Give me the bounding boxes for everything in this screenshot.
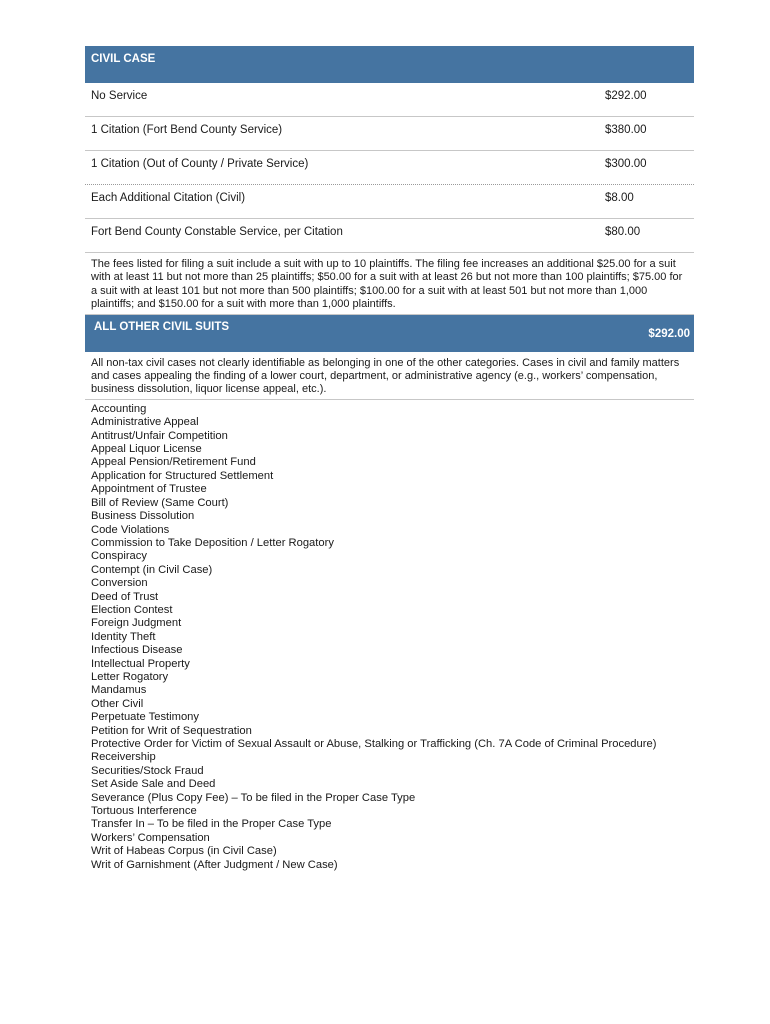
case-type-item: Conversion xyxy=(91,577,148,590)
case-type-list xyxy=(85,400,694,872)
case-type-item: Conspiracy xyxy=(91,550,147,563)
case-type-item: Administrative Appeal xyxy=(91,416,199,429)
case-type-item: Appointment of Trustee xyxy=(91,483,207,496)
case-type-item: Appeal Liquor License xyxy=(91,443,202,456)
other-civil-amount: $292.00 xyxy=(648,327,690,340)
fee-amount: $80.00 xyxy=(605,226,641,238)
case-type-item: Receivership xyxy=(91,751,156,764)
case-type-item: Intellectual Property xyxy=(91,657,190,670)
case-type-item: Securities/Stock Fraud xyxy=(91,764,204,777)
case-type-item: Bill of Review (Same Court) xyxy=(91,496,229,509)
case-type-item: Transfer In – To be filed in the Proper Case Type xyxy=(91,818,332,831)
other-civil-description: All non-tax civil cases not clearly identifiable as belonging in one of the other categories. Cases in civil and family matters and cases appealing the finding of a lower court, department, or administrative agency (e.g., workers’ compensation, business dissolution, liquor license appeal, etc.). xyxy=(85,352,694,400)
case-type-item: Application for Structured Settlement xyxy=(91,469,274,482)
case-type-item: Identity Theft xyxy=(91,630,156,643)
case-type-item: Perpetuate Testimony xyxy=(91,711,200,724)
case-type-item: Election Contest xyxy=(91,603,173,616)
case-type-item: Petition for Writ of Sequestration xyxy=(91,724,252,737)
fee-amount: $380.00 xyxy=(605,124,647,136)
fee-label: 1 Citation (Fort Bend County Service) xyxy=(91,124,283,136)
fee-label: 1 Citation (Out of County / Private Service) xyxy=(91,158,309,170)
case-type-item: Severance (Plus Copy Fee) – To be filed in the Proper Case Type xyxy=(91,791,416,804)
case-type-item: Foreign Judgment xyxy=(91,617,182,630)
case-type-item: Commission to Take Deposition / Letter Rogatory xyxy=(91,536,334,549)
case-type-item: Accounting xyxy=(91,402,147,415)
fee-label: Each Additional Citation (Civil) xyxy=(91,192,246,204)
civil-case-table xyxy=(85,46,694,872)
case-type-item: Other Civil xyxy=(91,697,144,710)
case-type-item: Business Dissolution xyxy=(91,510,195,523)
fee-label: No Service xyxy=(91,90,148,102)
case-type-item: Tortuous Interference xyxy=(91,805,197,818)
fee-row xyxy=(85,219,694,253)
case-type-item: Workers’ Compensation xyxy=(91,831,210,844)
fee-row xyxy=(85,185,694,219)
case-type-item: Appeal Pension/Retirement Fund xyxy=(91,456,256,469)
case-type-item: Writ of Habeas Corpus (in Civil Case) xyxy=(91,845,277,858)
fee-label: Fort Bend County Constable Service, per Citation xyxy=(91,226,343,238)
other-civil-header xyxy=(85,314,694,352)
fee-row xyxy=(85,151,694,185)
fee-amount: $300.00 xyxy=(605,158,647,170)
case-type-item: Antitrust/Unfair Competition xyxy=(91,429,228,442)
other-civil-title: ALL OTHER CIVIL SUITS xyxy=(94,320,230,333)
case-type-item: Deed of Trust xyxy=(91,590,159,603)
plaintiff-fee-note: The fees listed for filing a suit include a suit with up to 10 plaintiffs. The filing fee increases an additional $25.00 for a suit with at least 11 but not more than 25 plaintiffs; $50.00 for a suit with at least 26 but not more than 100 plaintiffs; $75.00 for a suit with at least 101 but not more than 500 plaintiffs; $100.00 for a suit with at least 501 but not more than 1,000 plaintiffs; and $150.00 for a suit with more than 1,000 plaintiffs. xyxy=(91,258,683,311)
case-type-item: Infectious Disease xyxy=(91,644,183,657)
case-type-item: Set Aside Sale and Deed xyxy=(91,778,216,791)
case-type-item: Mandamus xyxy=(91,684,147,697)
civil-case-header xyxy=(85,46,694,83)
fee-row xyxy=(85,83,694,117)
fee-amount: $292.00 xyxy=(605,90,647,102)
case-type-item: Protective Order for Victim of Sexual Assault or Abuse, Stalking or Trafficking (Ch. 7A Code of Criminal Procedure) xyxy=(91,738,657,750)
fee-amount: $8.00 xyxy=(605,192,634,204)
case-type-item: Code Violations xyxy=(91,523,170,536)
fee-row xyxy=(85,117,694,151)
civil-case-title: CIVIL CASE xyxy=(91,53,156,65)
case-type-item: Letter Rogatory xyxy=(91,670,169,683)
case-type-item: Contempt (in Civil Case) xyxy=(91,563,213,576)
case-type-item: Writ of Garnishment (After Judgment / New Case) xyxy=(91,858,338,871)
